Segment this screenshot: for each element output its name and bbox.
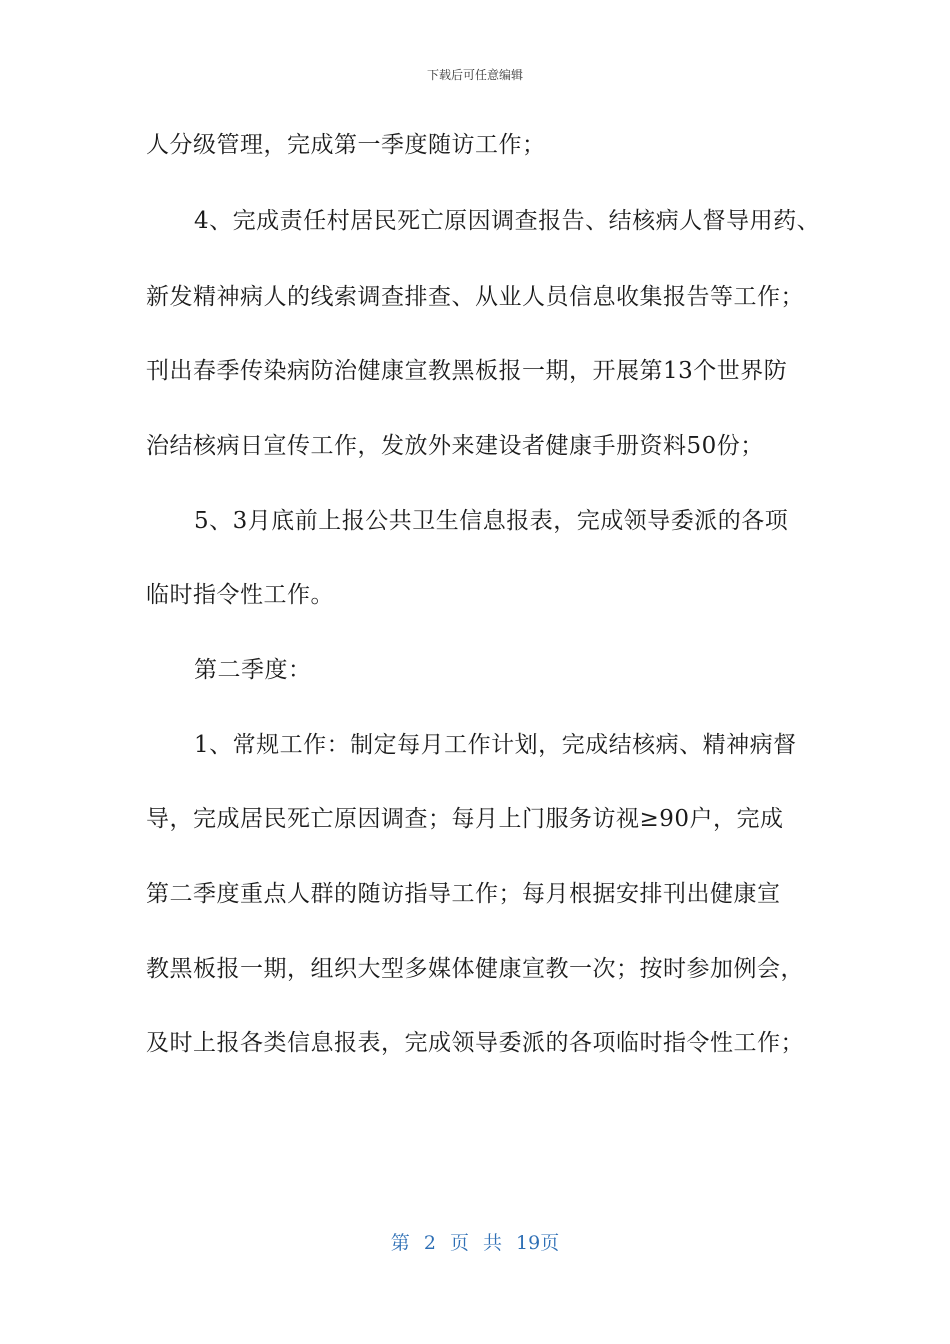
body-line: 及时上报各类信息报表，完成领导委派的各项临时指令性工作；: [146, 1030, 804, 1056]
body-line: 教黑板报一期，组织大型多媒体健康宣教一次；按时参加例会，: [146, 956, 804, 982]
body-line: 第二季度重点人群的随访指导工作；每月根据安排刊出健康宣: [146, 881, 781, 907]
body-line: 临时指令性工作。: [146, 582, 334, 608]
body-line: 1、常规工作：制定每月工作计划，完成结核病、精神病督: [194, 732, 797, 758]
body-line: 刊出春季传染病防治健康宣教黑板报一期，开展第13个世界防: [146, 358, 788, 384]
body-line: 新发精神病人的线索调查排查、从业人员信息收集报告等工作；: [146, 284, 804, 310]
section-heading: 第二季度：: [194, 657, 312, 683]
body-line: 治结核病日宣传工作，发放外来建设者健康手册资料50份；: [146, 433, 764, 459]
body-line: 人分级管理，完成第一季度随访工作；: [146, 132, 546, 158]
body-line: 4、完成责任村居民死亡原因调查报告、结核病人督导用药、: [194, 208, 821, 234]
body-line: 5、3月底前上报公共卫生信息报表，完成领导委派的各项: [194, 508, 789, 534]
page-footer: 第 2 页 共 19页: [390, 1232, 560, 1254]
header-note: 下载后可任意编辑: [426, 68, 523, 82]
body-line: 导，完成居民死亡原因调查；每月上门服务访视≥90户，完成: [146, 806, 784, 832]
